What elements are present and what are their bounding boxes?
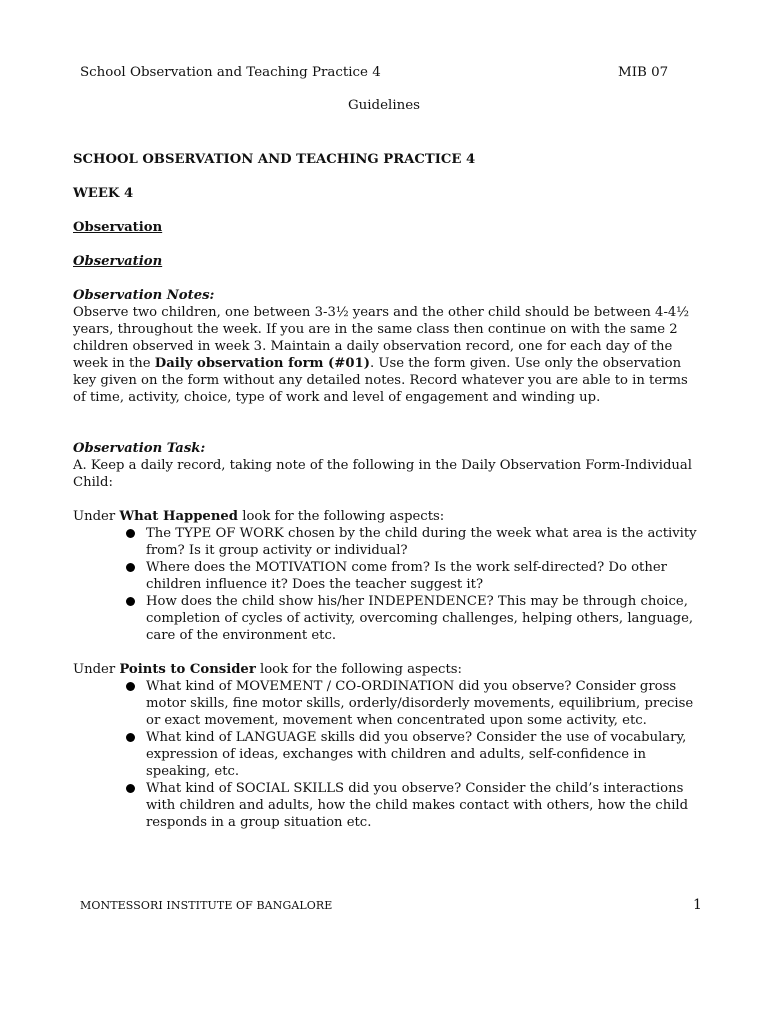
- what-happened-list: [73, 525, 698, 644]
- what-happened-suffix: look for the following aspects:: [238, 509, 445, 524]
- points-to-consider-label: Points to Consider: [119, 662, 256, 677]
- list-item: [146, 593, 698, 644]
- notes-text-2: . Use the form given. Use only the observation key given on the form without any detailed notes. Record whatever you are able to in terms of time, activity, choice, type of work and level of engagement and winding up.: [73, 356, 688, 405]
- bullet-icon: [126, 529, 135, 538]
- subsection-heading: Observation: [73, 254, 163, 269]
- points-to-consider-list: [73, 678, 698, 831]
- bullet-icon: [126, 682, 135, 691]
- bullet-icon: [126, 597, 135, 606]
- list-item: [146, 525, 698, 559]
- notes-text-1: Observe two children, one between 3-3½ years and the other child should be between 4-4½ years, throughout the week. If you are in the same class then continue on with the same 2 children observed in week 3. Maintain a daily observation record, one for each day of the week in the: [73, 305, 690, 371]
- page-number: 1: [693, 897, 702, 913]
- header-course-code: MIB 07: [618, 65, 669, 80]
- daily-form-reference: Daily observation form (#01): [154, 356, 370, 371]
- document-body: [73, 151, 698, 831]
- week-heading: WEEK 4: [73, 186, 134, 201]
- notes-paragraph: [73, 304, 698, 406]
- what-happened-prefix: Under: [73, 509, 120, 524]
- bullet-icon: [126, 784, 135, 793]
- what-happened-label: What Happened: [119, 509, 239, 524]
- bullet-icon: [126, 733, 135, 742]
- points-suffix: look for the following aspects:: [255, 662, 462, 677]
- list-item: [146, 559, 698, 593]
- list-item-text: Where does the MOTIVATION come from? Is the work self-directed? Do other children influence it? Does the teacher suggest it?: [146, 560, 667, 592]
- task-intro: A. Keep a daily record, taking note of the following in the Daily Observation Form-Individual Child:: [73, 458, 692, 490]
- list-item-text: The TYPE OF WORK chosen by the child during the week what area is the activity from? Is it group activity or individual?: [146, 526, 697, 558]
- notes-heading: Observation Notes:: [73, 288, 215, 303]
- points-prefix: Under: [73, 662, 120, 677]
- list-item: [146, 729, 698, 780]
- list-item: [146, 780, 698, 831]
- section-heading: Observation: [73, 220, 163, 235]
- document-title: SCHOOL OBSERVATION AND TEACHING PRACTICE 4: [73, 152, 476, 167]
- list-item-text: How does the child show his/her INDEPENDENCE? This may be through choice, completion of cycles of activity, overcoming challenges, helping others, language, care of the environment etc.: [146, 594, 694, 643]
- list-item-text: What kind of MOVEMENT / CO-ORDINATION did you observe? Consider gross motor skills, fine motor skills, orderly/disorderly movements, equilibrium, precise or exact movement, movement when concentrated upon some activity, etc.: [146, 679, 694, 728]
- list-item-text: What kind of LANGUAGE skills did you observe? Consider the use of vocabulary, expression of ideas, exchanges with children and adults, self-confidence in speaking, etc.: [146, 730, 687, 779]
- points-to-consider-lead: [73, 661, 698, 678]
- bullet-icon: [126, 563, 135, 572]
- list-item: [146, 678, 698, 729]
- list-item-text: What kind of SOCIAL SKILLS did you observe? Consider the child’s interactions with children and adults, how the child makes contact with others, how the child responds in a group situation etc.: [146, 781, 689, 830]
- header-subtitle: Guidelines: [347, 98, 421, 113]
- footer-institute: MONTESSORI INSTITUTE OF BANGALORE: [80, 899, 333, 912]
- task-heading: Observation Task:: [73, 441, 206, 456]
- header-course-title: School Observation and Teaching Practice 4: [80, 65, 381, 80]
- what-happened-lead: [73, 508, 698, 525]
